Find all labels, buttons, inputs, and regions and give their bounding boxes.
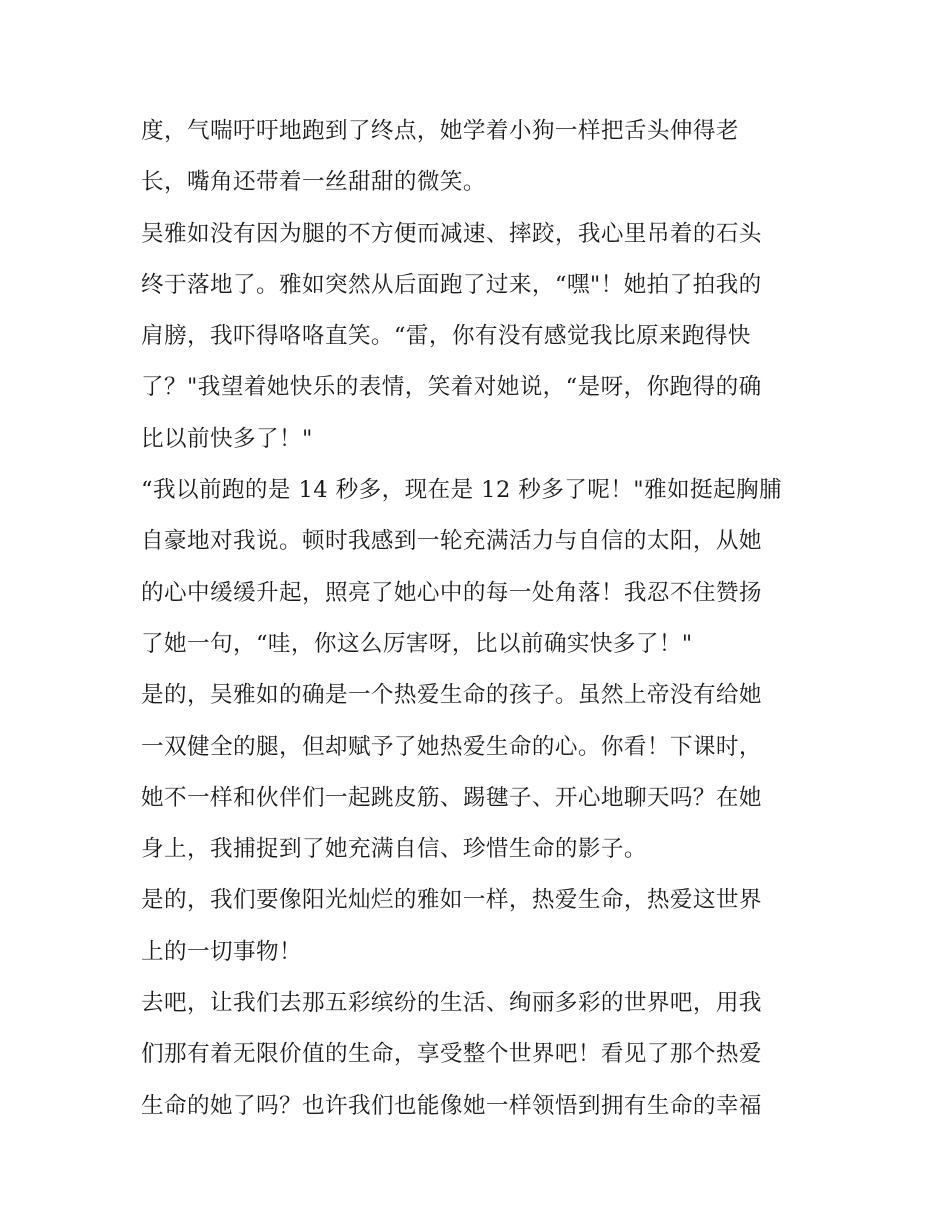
text-line: 身上，我捕捉到了她充满自信、珍惜生命的影子。 <box>141 836 647 863</box>
text-line: 了她一句，“哇，你这么厉害呀，比以前确实快多了！" <box>141 630 693 657</box>
document-body <box>141 106 821 1132</box>
text-line: 是的，我们要像阳光灿烂的雅如一样，热爱生命，热爱这世界 <box>141 887 762 914</box>
text-line: 上的一切事物！ <box>141 938 302 965</box>
text-line: 肩膀，我吓得咯咯直笑。“雷，你有没有感觉我比原来跑得快 <box>141 323 751 350</box>
text-line: 长，嘴角还带着一丝甜甜的微笑。 <box>141 169 486 196</box>
text-line: 终于落地了。雅如突然从后面跑了过来，“嘿"！她拍了拍我的 <box>141 271 762 298</box>
text-line: “我以前跑的是 14 秒多，现在是 12 秒多了呢！"雅如挺起胸脯 <box>141 477 783 504</box>
text-line: 生命的她了吗？也许我们也能像她一样领悟到拥有生命的幸福 <box>141 1092 762 1119</box>
text-line: 她不一样和伙伴们一起跳皮筋、踢毽子、开心地聊天吗？在她 <box>141 784 762 811</box>
text-line: 吴雅如没有因为腿的不方便而减速、摔跤，我心里吊着的石头 <box>141 220 762 247</box>
text-line: 了？"我望着她快乐的表情，笑着对她说，“是呀，你跑得的确 <box>141 374 762 401</box>
text-line: 们那有着无限价值的生命，享受整个世界吧！看见了那个热爱 <box>141 1041 762 1068</box>
text-line: 是的，吴雅如的确是一个热爱生命的孩子。虽然上帝没有给她 <box>141 682 762 709</box>
text-line: 去吧，让我们去那五彩缤纷的生活、绚丽多彩的世界吧，用我 <box>141 990 762 1017</box>
text-line: 一双健全的腿，但却赋予了她热爱生命的心。你看！下课时， <box>141 733 762 760</box>
text-line: 比以前快多了！" <box>141 425 313 452</box>
text-line: 的心中缓缓升起，照亮了她心中的每一处角落！我忍不住赞扬 <box>141 579 762 606</box>
text-line: 度，气喘吁吁地跑到了终点，她学着小狗一样把舌头伸得老 <box>141 118 739 144</box>
text-line: 自豪地对我说。顿时我感到一轮充满活力与自信的太阳，从她 <box>141 528 762 555</box>
